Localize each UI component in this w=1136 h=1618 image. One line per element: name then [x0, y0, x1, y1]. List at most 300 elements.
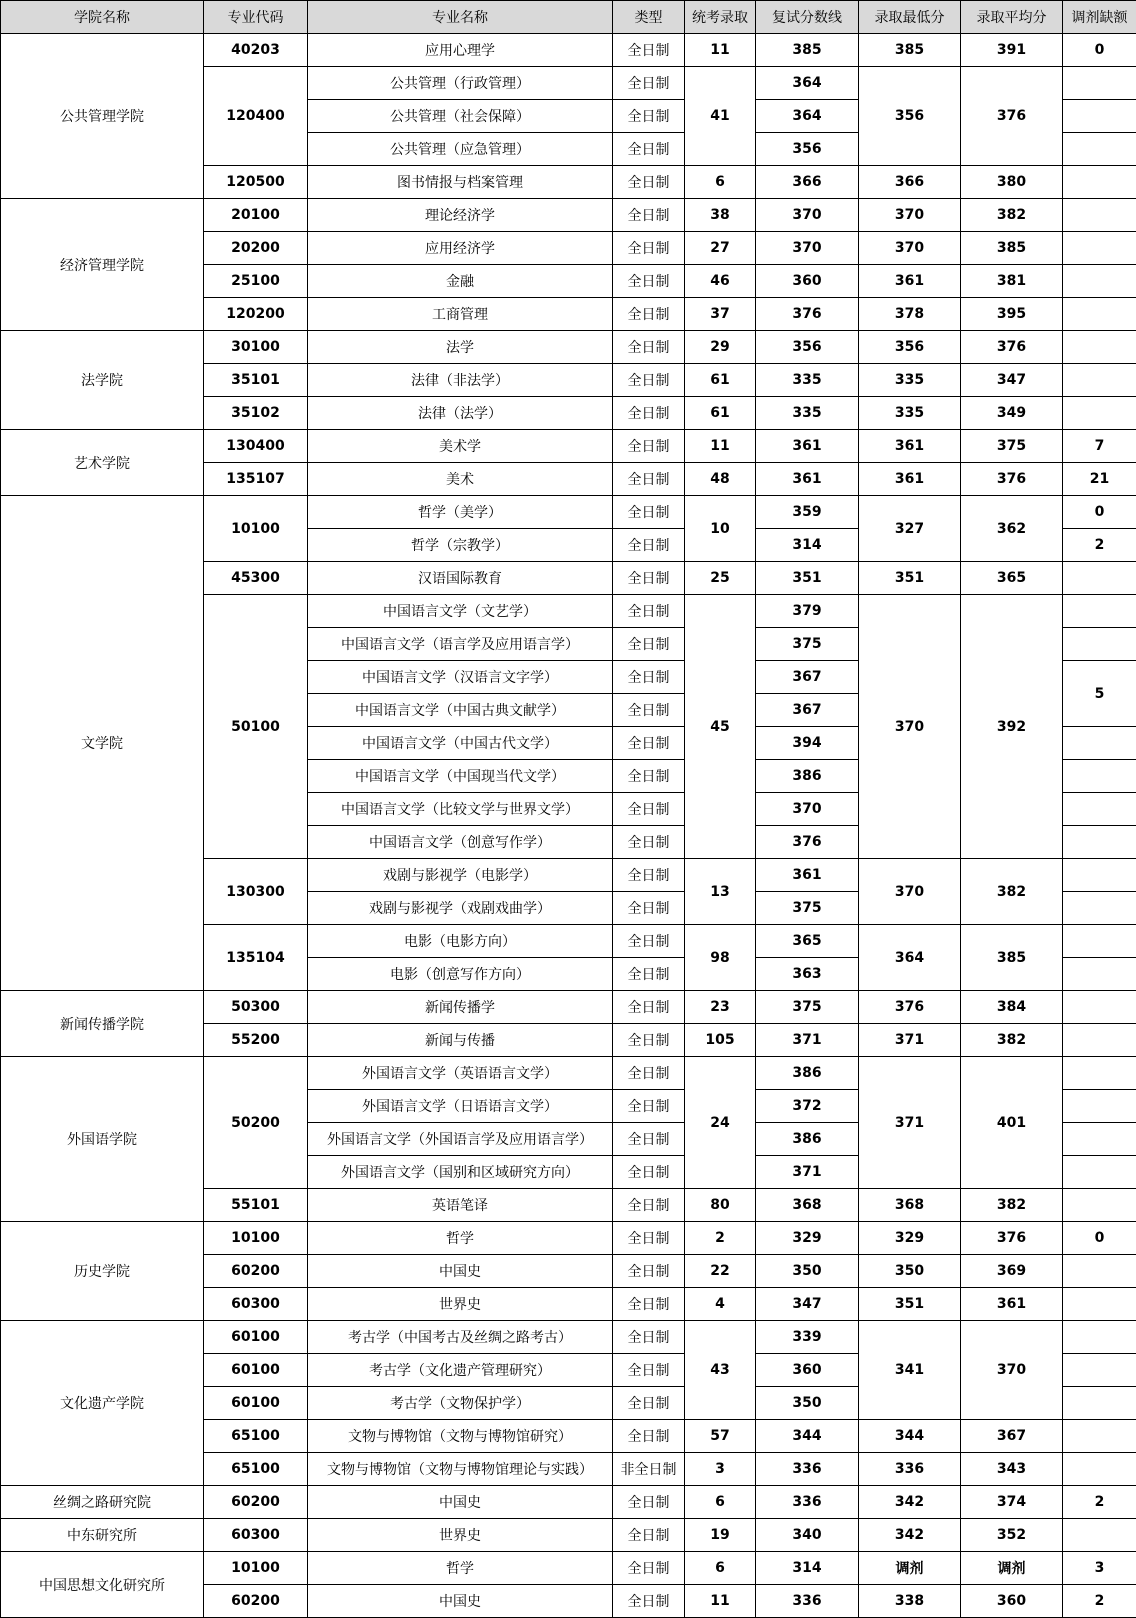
major-name: 中国语言文学（中国古代文学） [308, 727, 613, 760]
major-name: 中国语言文学（文艺学） [308, 595, 613, 628]
min-score: 344 [859, 1420, 961, 1453]
retest-line: 371 [756, 1156, 859, 1189]
adjust-gap: 2 [1063, 529, 1136, 562]
major-name: 文物与博物馆（文物与博物馆研究） [308, 1420, 613, 1453]
major-name: 考古学（中国考古及丝绸之路考古） [308, 1321, 613, 1354]
adjust-gap [1063, 1420, 1136, 1453]
retest-line: 379 [756, 595, 859, 628]
enrolled-count: 10 [685, 496, 756, 562]
retest-line: 385 [756, 34, 859, 67]
enrolled-count: 6 [685, 1486, 756, 1519]
study-type: 全日制 [613, 1519, 685, 1552]
retest-line: 336 [756, 1453, 859, 1486]
major-name: 哲学（宗教学） [308, 529, 613, 562]
retest-line: 336 [756, 1486, 859, 1519]
major-name: 公共管理（应急管理） [308, 133, 613, 166]
header-avg-score: 录取平均分 [961, 1, 1063, 34]
header-row [1, 1, 1136, 34]
major-code: 130400 [204, 430, 308, 463]
avg-score: 374 [961, 1486, 1063, 1519]
study-type: 全日制 [613, 925, 685, 958]
study-type: 全日制 [613, 331, 685, 364]
major-code: 65100 [204, 1453, 308, 1486]
adjust-gap: 0 [1063, 34, 1136, 67]
enrolled-count: 57 [685, 1420, 756, 1453]
major-code: 55200 [204, 1024, 308, 1057]
avg-score: 391 [961, 34, 1063, 67]
retest-line: 364 [756, 67, 859, 100]
adjust-gap [1063, 265, 1136, 298]
study-type: 全日制 [613, 265, 685, 298]
study-type: 全日制 [613, 133, 685, 166]
retest-line: 364 [756, 100, 859, 133]
min-score: 351 [859, 562, 961, 595]
study-type: 全日制 [613, 628, 685, 661]
major-code: 60100 [204, 1354, 308, 1387]
study-type: 全日制 [613, 595, 685, 628]
enrolled-count: 98 [685, 925, 756, 991]
adjust-gap [1063, 628, 1136, 661]
header-retest-line: 复试分数线 [756, 1, 859, 34]
retest-line: 339 [756, 1321, 859, 1354]
study-type: 全日制 [613, 232, 685, 265]
min-score: 341 [859, 1321, 961, 1420]
major-name: 哲学（美学） [308, 496, 613, 529]
major-name: 中国史 [308, 1486, 613, 1519]
avg-score: 381 [961, 265, 1063, 298]
retest-line: 375 [756, 628, 859, 661]
adjust-gap [1063, 1057, 1136, 1090]
adjust-gap [1063, 1189, 1136, 1222]
enrolled-count: 48 [685, 463, 756, 496]
adjust-gap [1063, 1090, 1136, 1123]
major-code: 35101 [204, 364, 308, 397]
avg-score: 382 [961, 1024, 1063, 1057]
major-name: 美术 [308, 463, 613, 496]
major-code: 10100 [204, 1222, 308, 1255]
study-type: 全日制 [613, 1552, 685, 1585]
avg-score: 384 [961, 991, 1063, 1024]
major-code: 55101 [204, 1189, 308, 1222]
retest-line: 367 [756, 661, 859, 694]
college-name: 中东研究所 [1, 1519, 204, 1552]
avg-score: 362 [961, 496, 1063, 562]
retest-line: 351 [756, 562, 859, 595]
adjust-gap [1063, 1354, 1136, 1387]
study-type: 全日制 [613, 1024, 685, 1057]
enrolled-count: 11 [685, 34, 756, 67]
retest-line: 366 [756, 166, 859, 199]
major-name: 法律（法学） [308, 397, 613, 430]
major-name: 中国语言文学（中国现当代文学） [308, 760, 613, 793]
header-min-score: 录取最低分 [859, 1, 961, 34]
major-name: 哲学 [308, 1222, 613, 1255]
adjust-gap [1063, 133, 1136, 166]
adjust-gap [1063, 892, 1136, 925]
study-type: 全日制 [613, 1189, 685, 1222]
study-type: 全日制 [613, 166, 685, 199]
major-name: 中国语言文学（中国古典文献学） [308, 694, 613, 727]
major-name: 中国史 [308, 1585, 613, 1618]
min-score: 378 [859, 298, 961, 331]
min-score: 370 [859, 595, 961, 859]
avg-score: 376 [961, 331, 1063, 364]
retest-line: 340 [756, 1519, 859, 1552]
major-name: 哲学 [308, 1552, 613, 1585]
enrolled-count: 46 [685, 265, 756, 298]
major-name: 戏剧与影视学（戏剧戏曲学） [308, 892, 613, 925]
college-name: 外国语学院 [1, 1057, 204, 1222]
enrolled-count: 3 [685, 1453, 756, 1486]
major-name: 金融 [308, 265, 613, 298]
avg-score: 380 [961, 166, 1063, 199]
study-type: 全日制 [613, 364, 685, 397]
table-row [1, 1519, 1136, 1552]
avg-score: 352 [961, 1519, 1063, 1552]
study-type: 全日制 [613, 1123, 685, 1156]
major-name: 公共管理（行政管理） [308, 67, 613, 100]
major-code: 60200 [204, 1486, 308, 1519]
enrolled-count: 6 [685, 166, 756, 199]
study-type: 全日制 [613, 727, 685, 760]
min-score: 329 [859, 1222, 961, 1255]
retest-line: 350 [756, 1255, 859, 1288]
major-code: 60300 [204, 1519, 308, 1552]
college-name: 文学院 [1, 496, 204, 991]
retest-line: 361 [756, 859, 859, 892]
major-name: 图书情报与档案管理 [308, 166, 613, 199]
adjust-gap [1063, 595, 1136, 628]
major-code: 120200 [204, 298, 308, 331]
table-row [1, 34, 1136, 67]
major-name: 考古学（文化遗产管理研究） [308, 1354, 613, 1387]
study-type: 全日制 [613, 859, 685, 892]
major-code: 45300 [204, 562, 308, 595]
retest-line: 314 [756, 1552, 859, 1585]
adjust-gap: 0 [1063, 496, 1136, 529]
retest-line: 394 [756, 727, 859, 760]
study-type: 全日制 [613, 463, 685, 496]
major-code: 20200 [204, 232, 308, 265]
major-name: 中国语言文学（比较文学与世界文学） [308, 793, 613, 826]
major-code: 50200 [204, 1057, 308, 1189]
study-type: 全日制 [613, 1387, 685, 1420]
table-body [1, 34, 1136, 1618]
adjust-gap: 2 [1063, 1486, 1136, 1519]
college-name: 历史学院 [1, 1222, 204, 1321]
avg-score: 360 [961, 1585, 1063, 1618]
major-code: 60300 [204, 1288, 308, 1321]
avg-score: 395 [961, 298, 1063, 331]
retest-line: 314 [756, 529, 859, 562]
major-name: 中国语言文学（创意写作学） [308, 826, 613, 859]
college-name: 新闻传播学院 [1, 991, 204, 1057]
major-name: 中国语言文学（语言学及应用语言学） [308, 628, 613, 661]
adjust-gap [1063, 727, 1136, 760]
study-type: 全日制 [613, 1090, 685, 1123]
avg-score: 385 [961, 232, 1063, 265]
college-name: 艺术学院 [1, 430, 204, 496]
avg-score: 385 [961, 925, 1063, 991]
adjust-gap: 21 [1063, 463, 1136, 496]
study-type: 全日制 [613, 34, 685, 67]
major-name: 电影（电影方向） [308, 925, 613, 958]
major-name: 电影（创意写作方向） [308, 958, 613, 991]
college-name: 公共管理学院 [1, 34, 204, 199]
min-score: 364 [859, 925, 961, 991]
table-row [1, 1321, 1136, 1354]
college-name: 经济管理学院 [1, 199, 204, 331]
study-type: 全日制 [613, 496, 685, 529]
retest-line: 335 [756, 397, 859, 430]
avg-score: 376 [961, 463, 1063, 496]
enrolled-count: 25 [685, 562, 756, 595]
study-type: 全日制 [613, 298, 685, 331]
avg-score: 382 [961, 1189, 1063, 1222]
avg-score: 382 [961, 199, 1063, 232]
major-name: 世界史 [308, 1288, 613, 1321]
avg-score: 370 [961, 1321, 1063, 1420]
retest-line: 376 [756, 298, 859, 331]
retest-line: 360 [756, 1354, 859, 1387]
min-score: 327 [859, 496, 961, 562]
table-row [1, 1486, 1136, 1519]
major-name: 文物与博物馆（文物与博物馆理论与实践） [308, 1453, 613, 1486]
adjust-gap [1063, 298, 1136, 331]
study-type: 全日制 [613, 1255, 685, 1288]
avg-score: 401 [961, 1057, 1063, 1189]
major-code: 20100 [204, 199, 308, 232]
min-score: 356 [859, 331, 961, 364]
study-type: 全日制 [613, 1288, 685, 1321]
retest-line: 350 [756, 1387, 859, 1420]
avg-score: 调剂 [961, 1552, 1063, 1585]
table-row [1, 496, 1136, 529]
header-code: 专业代码 [204, 1, 308, 34]
min-score: 385 [859, 34, 961, 67]
min-score: 335 [859, 397, 961, 430]
college-name: 文化遗产学院 [1, 1321, 204, 1486]
major-code: 30100 [204, 331, 308, 364]
adjust-gap: 0 [1063, 1222, 1136, 1255]
min-score: 361 [859, 463, 961, 496]
major-name: 公共管理（社会保障） [308, 100, 613, 133]
study-type: 非全日制 [613, 1453, 685, 1486]
avg-score: 343 [961, 1453, 1063, 1486]
major-name: 理论经济学 [308, 199, 613, 232]
college-name: 法学院 [1, 331, 204, 430]
adjust-gap [1063, 166, 1136, 199]
min-score: 342 [859, 1519, 961, 1552]
study-type: 全日制 [613, 1354, 685, 1387]
avg-score: 361 [961, 1288, 1063, 1321]
study-type: 全日制 [613, 100, 685, 133]
study-type: 全日制 [613, 991, 685, 1024]
major-code: 60100 [204, 1321, 308, 1354]
adjust-gap [1063, 1453, 1136, 1486]
study-type: 全日制 [613, 1486, 685, 1519]
study-type: 全日制 [613, 199, 685, 232]
major-code: 60200 [204, 1585, 308, 1618]
enrolled-count: 27 [685, 232, 756, 265]
avg-score: 367 [961, 1420, 1063, 1453]
adjust-gap [1063, 1387, 1136, 1420]
retest-line: 356 [756, 331, 859, 364]
major-code: 135107 [204, 463, 308, 496]
adjust-gap [1063, 760, 1136, 793]
adjust-gap [1063, 1123, 1136, 1156]
avg-score: 347 [961, 364, 1063, 397]
adjust-gap [1063, 826, 1136, 859]
avg-score: 382 [961, 859, 1063, 925]
study-type: 全日制 [613, 826, 685, 859]
study-type: 全日制 [613, 397, 685, 430]
adjust-gap [1063, 859, 1136, 892]
min-score: 366 [859, 166, 961, 199]
table-row [1, 991, 1136, 1024]
major-code: 65100 [204, 1420, 308, 1453]
min-score: 370 [859, 232, 961, 265]
adjust-gap [1063, 793, 1136, 826]
major-code: 135104 [204, 925, 308, 991]
adjust-gap [1063, 331, 1136, 364]
adjust-gap [1063, 991, 1136, 1024]
retest-line: 372 [756, 1090, 859, 1123]
enrolled-count: 13 [685, 859, 756, 925]
retest-line: 365 [756, 925, 859, 958]
retest-line: 370 [756, 793, 859, 826]
study-type: 全日制 [613, 694, 685, 727]
study-type: 全日制 [613, 67, 685, 100]
major-code: 50300 [204, 991, 308, 1024]
study-type: 全日制 [613, 661, 685, 694]
major-code: 10100 [204, 496, 308, 562]
avg-score: 376 [961, 67, 1063, 166]
major-code: 120400 [204, 67, 308, 166]
table-row [1, 199, 1136, 232]
major-code: 60100 [204, 1387, 308, 1420]
min-score: 368 [859, 1189, 961, 1222]
adjust-gap [1063, 1156, 1136, 1189]
table-row [1, 1222, 1136, 1255]
retest-line: 335 [756, 364, 859, 397]
major-code: 10100 [204, 1552, 308, 1585]
avg-score: 376 [961, 1222, 1063, 1255]
major-name: 汉语国际教育 [308, 562, 613, 595]
adjust-gap: 7 [1063, 430, 1136, 463]
adjust-gap: 2 [1063, 1585, 1136, 1618]
min-score: 370 [859, 859, 961, 925]
enrolled-count: 45 [685, 595, 756, 859]
retest-line: 386 [756, 1123, 859, 1156]
enrolled-count: 11 [685, 1585, 756, 1618]
study-type: 全日制 [613, 760, 685, 793]
retest-line: 360 [756, 265, 859, 298]
avg-score: 365 [961, 562, 1063, 595]
table-row [1, 331, 1136, 364]
major-name: 新闻传播学 [308, 991, 613, 1024]
major-name: 外国语言文学（英语语言文学） [308, 1057, 613, 1090]
enrolled-count: 2 [685, 1222, 756, 1255]
major-name: 外国语言文学（国别和区域研究方向） [308, 1156, 613, 1189]
avg-score: 369 [961, 1255, 1063, 1288]
retest-line: 361 [756, 430, 859, 463]
table-row [1, 1552, 1136, 1585]
study-type: 全日制 [613, 892, 685, 925]
retest-line: 347 [756, 1288, 859, 1321]
enrolled-count: 61 [685, 364, 756, 397]
avg-score: 392 [961, 595, 1063, 859]
major-code: 120500 [204, 166, 308, 199]
study-type: 全日制 [613, 562, 685, 595]
enrolled-count: 24 [685, 1057, 756, 1189]
major-name: 考古学（文物保护学） [308, 1387, 613, 1420]
major-name: 中国史 [308, 1255, 613, 1288]
enrolled-count: 105 [685, 1024, 756, 1057]
study-type: 全日制 [613, 1156, 685, 1189]
retest-line: 361 [756, 463, 859, 496]
enrolled-count: 37 [685, 298, 756, 331]
adjust-gap [1063, 1024, 1136, 1057]
header-adjust-gap: 调剂缺额 [1063, 1, 1136, 34]
min-score: 351 [859, 1288, 961, 1321]
study-type: 全日制 [613, 529, 685, 562]
adjust-gap [1063, 925, 1136, 958]
major-name: 法学 [308, 331, 613, 364]
enrolled-count: 38 [685, 199, 756, 232]
table-row [1, 430, 1136, 463]
adjust-gap [1063, 1288, 1136, 1321]
adjust-gap [1063, 100, 1136, 133]
min-score: 376 [859, 991, 961, 1024]
enrolled-count: 4 [685, 1288, 756, 1321]
adjust-gap [1063, 397, 1136, 430]
enrolled-count: 11 [685, 430, 756, 463]
enrolled-count: 29 [685, 331, 756, 364]
min-score: 350 [859, 1255, 961, 1288]
retest-line: 329 [756, 1222, 859, 1255]
study-type: 全日制 [613, 1321, 685, 1354]
major-name: 戏剧与影视学（电影学） [308, 859, 613, 892]
adjust-gap: 3 [1063, 1552, 1136, 1585]
enrolled-count: 41 [685, 67, 756, 166]
min-score: 371 [859, 1024, 961, 1057]
avg-score: 349 [961, 397, 1063, 430]
header-type: 类型 [613, 1, 685, 34]
major-code: 50100 [204, 595, 308, 859]
major-name: 应用经济学 [308, 232, 613, 265]
study-type: 全日制 [613, 793, 685, 826]
study-type: 全日制 [613, 958, 685, 991]
enrolled-count: 23 [685, 991, 756, 1024]
enrolled-count: 22 [685, 1255, 756, 1288]
retest-line: 375 [756, 892, 859, 925]
min-score: 342 [859, 1486, 961, 1519]
study-type: 全日制 [613, 1057, 685, 1090]
adjust-gap [1063, 67, 1136, 100]
retest-line: 344 [756, 1420, 859, 1453]
adjust-gap [1063, 1255, 1136, 1288]
major-name: 世界史 [308, 1519, 613, 1552]
major-name: 应用心理学 [308, 34, 613, 67]
enrolled-count: 80 [685, 1189, 756, 1222]
retest-line: 359 [756, 496, 859, 529]
retest-line: 370 [756, 199, 859, 232]
retest-line: 356 [756, 133, 859, 166]
major-name: 外国语言文学（外国语言学及应用语言学） [308, 1123, 613, 1156]
table-row [1, 1057, 1136, 1090]
study-type: 全日制 [613, 1585, 685, 1618]
